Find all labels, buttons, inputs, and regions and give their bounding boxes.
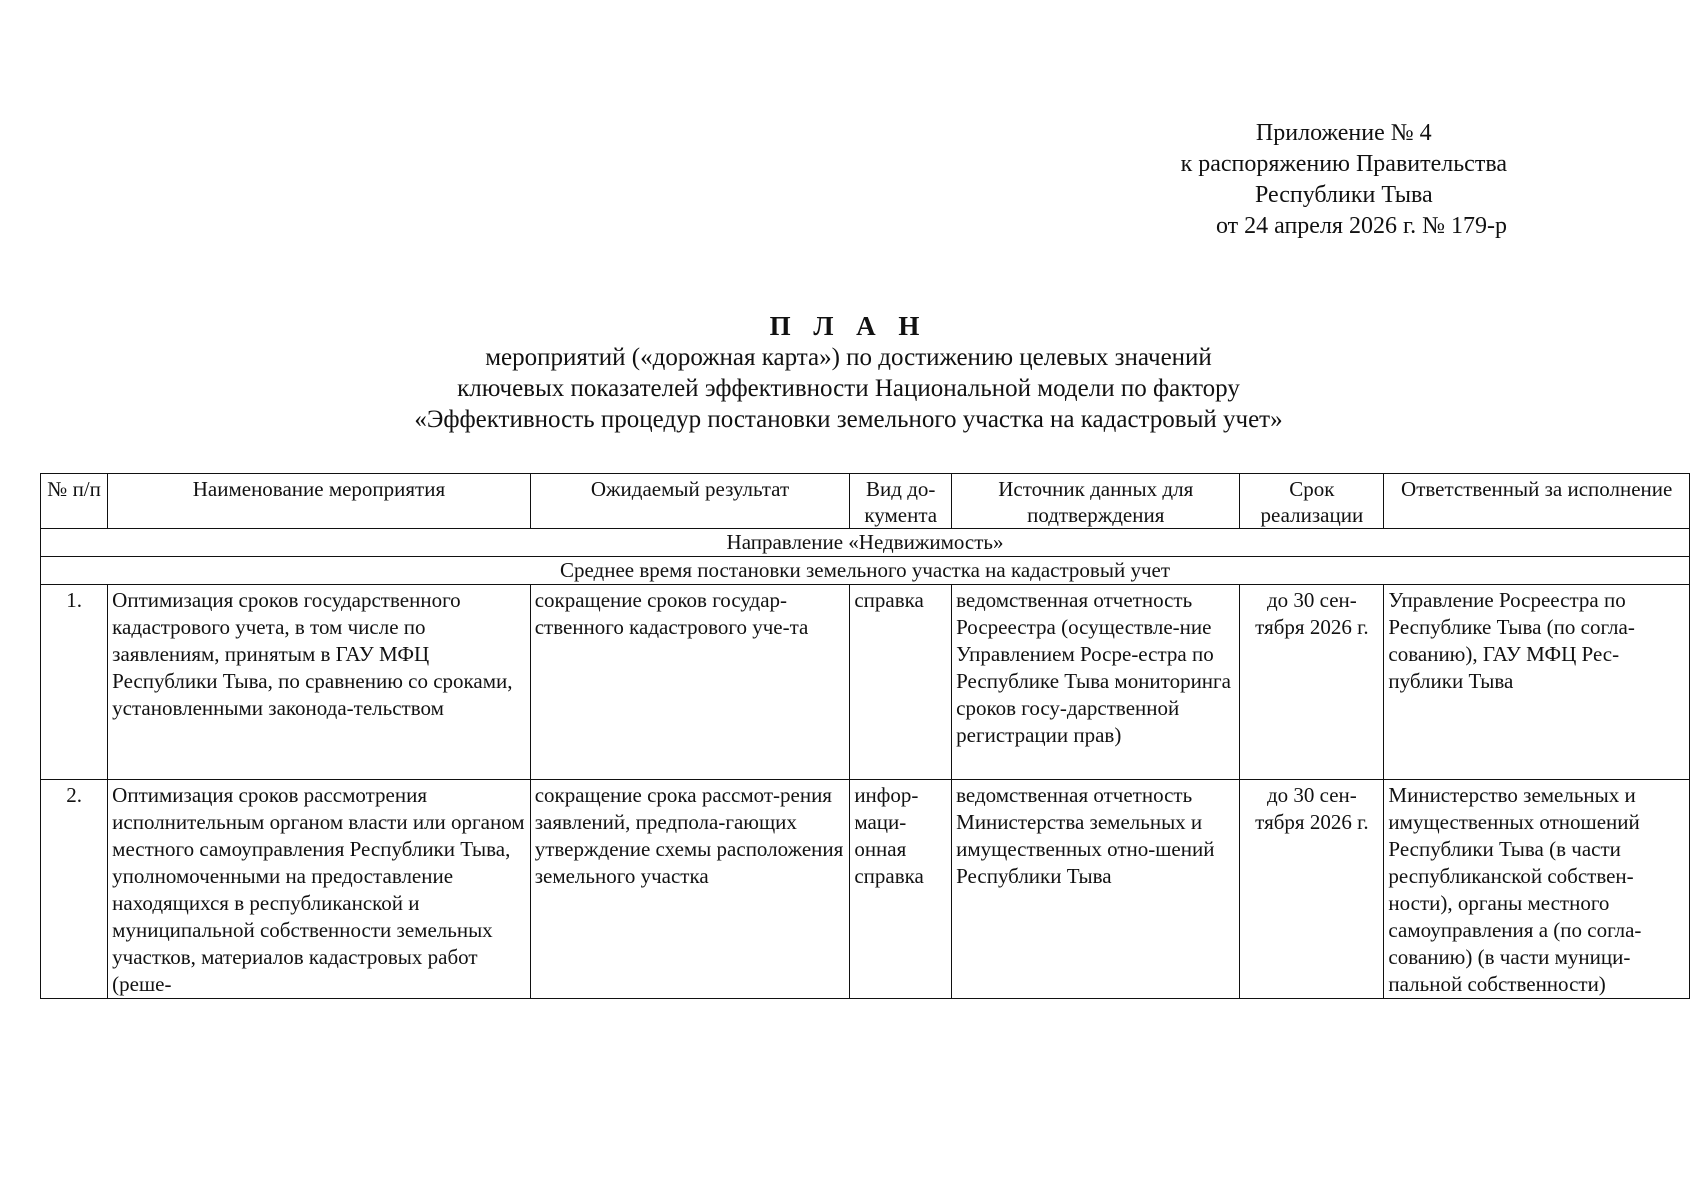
row-doc: справка [850, 585, 952, 780]
row-result: сокращение срока рассмот-рения заявлений, предпола-гающих утверждение схемы расположения земельного участка [530, 780, 850, 999]
indicator-row [41, 557, 1690, 585]
header-num: № п/п [41, 474, 108, 529]
title-line-1: мероприятий («дорожная карта») по достижению целевых значений [485, 344, 1212, 371]
row-name: Оптимизация сроков рассмотрения исполнительным органом власти или органом местного самоуправления Республики Тыва, уполномоченными на предоставление находящихся в республиканской и муниципальной собственности земельных участков, материалов кадастровых работ (реше- [108, 780, 531, 999]
row-responsible: Управление Росреестра по Республике Тыва (по согла-сованию), ГАУ МФЦ Рес-публики Тыва [1384, 585, 1690, 780]
title-line-3: «Эффективность процедур постановки земельного участка на кадастровый учет» [414, 406, 1283, 433]
appendix-republic: Республики Тыва [1254, 182, 1433, 208]
row-source: ведомственная отчетность Министерства земельных и имущественных отно-шений Республики Тыва [952, 780, 1240, 999]
header-term: Срок реализации [1240, 474, 1384, 529]
table-header-row [41, 474, 1690, 529]
row-doc: инфор-маци-онная справка [850, 780, 952, 999]
appendix-decree-line: к распоряжению Правительства [1180, 151, 1507, 177]
header-responsible: Ответственный за исполнение [1384, 474, 1690, 529]
indicator-label: Среднее время постановки земельного участка на кадастровый учет [41, 557, 1690, 585]
row-source: ведомственная отчетность Росреестра (осуществле-ние Управлением Росре-естра по Республике Тыва мониторинга сроков госу-дарственной регистрации прав) [952, 585, 1240, 780]
row-num: 1. [41, 585, 108, 780]
row-term: до 30 сен-тября 2026 г. [1240, 585, 1384, 780]
header-result: Ожидаемый результат [530, 474, 850, 529]
appendix-date: от 24 апреля 2026 г. № 179-р [1215, 213, 1507, 239]
row-term: до 30 сен-тября 2026 г. [1240, 780, 1384, 999]
appendix-number: Приложение № 4 [1255, 120, 1432, 146]
header-name: Наименование мероприятия [108, 474, 531, 529]
direction-row [41, 529, 1690, 557]
row-responsible: Министерство земельных и имущественных отношений Республики Тыва (в части республиканской собствен-ности), органы местного самоуправления а (по согла-сованию) (в части муници-пальной собственности) [1384, 780, 1690, 999]
title-line-2: ключевых показателей эффективности Национальной модели по фактору [457, 375, 1240, 402]
header-source: Источник данных для подтверждения [952, 474, 1240, 529]
row-name: Оптимизация сроков государственного кадастрового учета, в том числе по заявлениям, принятым в ГАУ МФЦ Республики Тыва, по сравнению со сроками, установленными законода-тельством [108, 585, 531, 780]
document-title [0, 310, 1697, 435]
direction-label: Направление «Недвижимость» [41, 529, 1690, 557]
plan-heading: П Л А Н [769, 311, 928, 341]
table-row [41, 780, 1690, 999]
row-num: 2. [41, 780, 108, 999]
plan-table [40, 473, 1690, 999]
row-result: сокращение сроков государ-ственного кадастрового уче-та [530, 585, 850, 780]
header-doc: Вид до-кумента [850, 474, 952, 529]
appendix-header [1181, 118, 1507, 242]
table-row [41, 585, 1690, 780]
